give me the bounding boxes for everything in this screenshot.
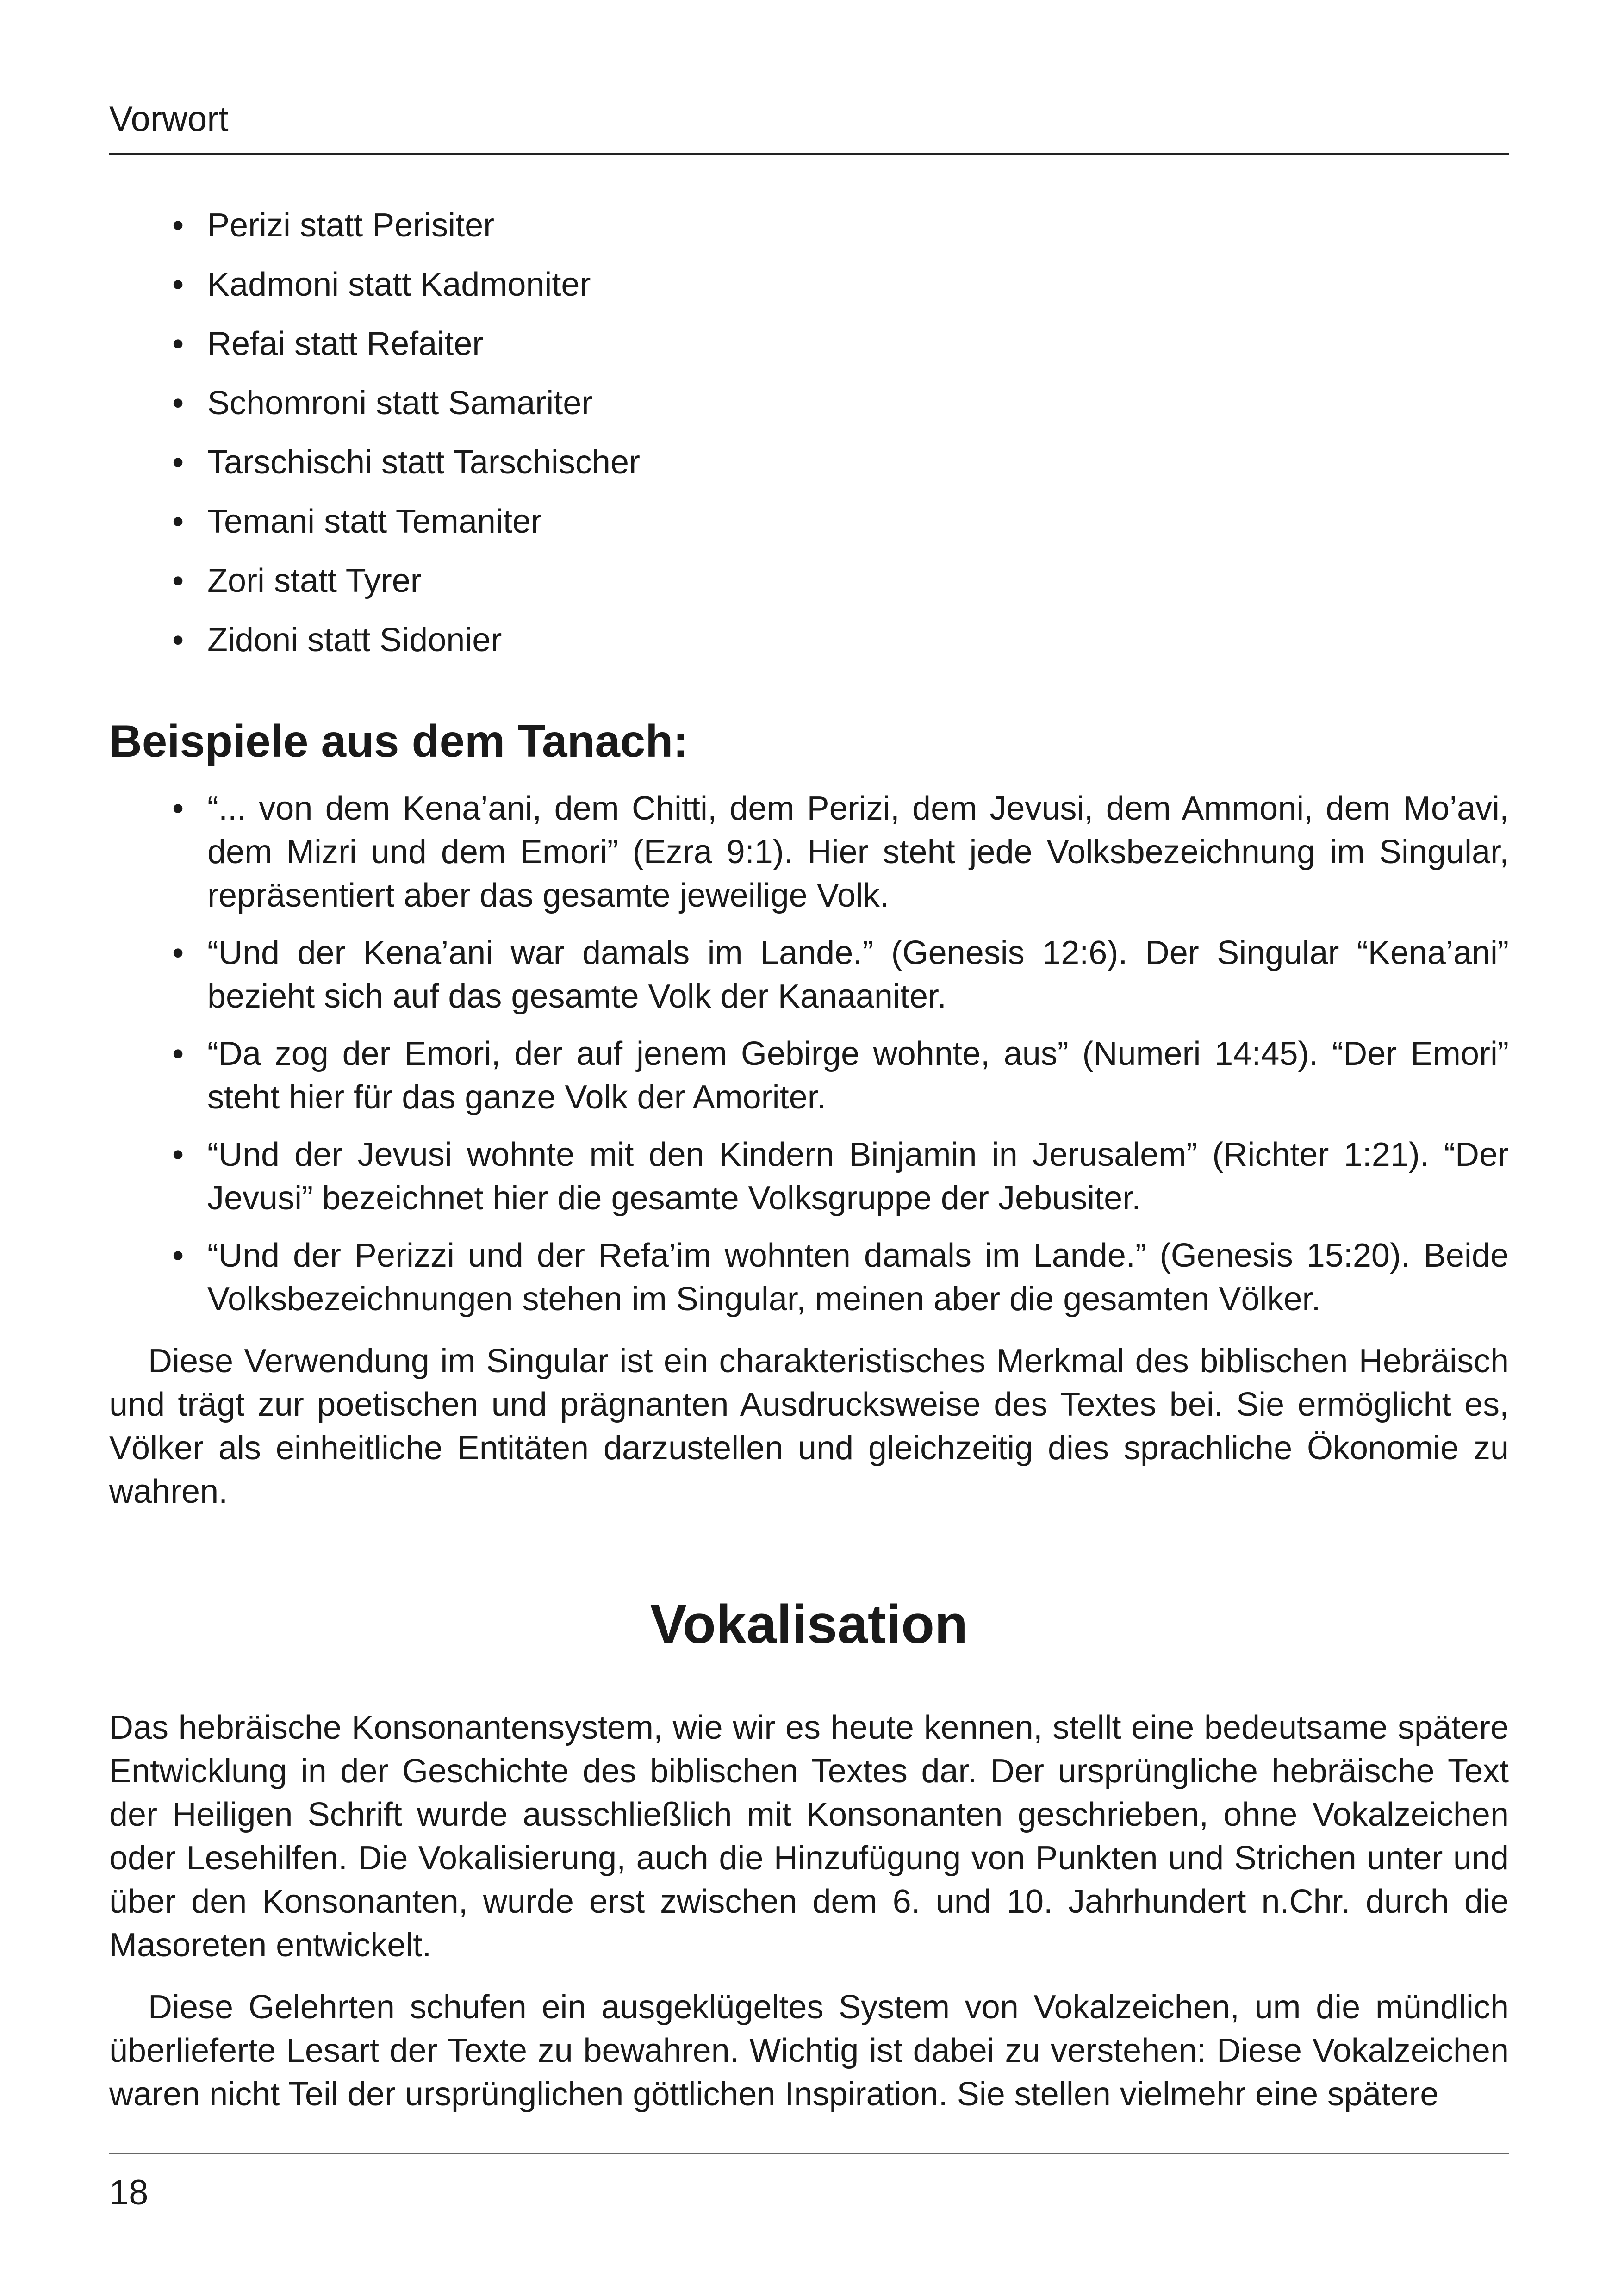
document-page	[109, 0, 1509, 2296]
bullet-icon: •	[172, 1035, 184, 1072]
footer-rule	[109, 2153, 1509, 2154]
list-item	[109, 500, 1509, 543]
list-item	[109, 931, 1509, 1018]
bullet-icon: •	[172, 1136, 184, 1173]
bullet-icon: •	[172, 1237, 184, 1274]
running-header-title: Vorwort	[109, 100, 229, 139]
list-item-text: “... von dem Kena’ani, dem Chitti, dem Perizi, dem Jevusi, dem Ammoni, dem Mo’avi, dem Mizri und dem Emori” (Ezra 9:1). Hier steht jede Volksbezeichnung im Singular, repräsentiert aber das gesamte jeweilige Volk.	[207, 790, 1509, 914]
list-item	[109, 381, 1509, 425]
name-list	[109, 204, 1509, 662]
list-item-text: Kadmoni statt Kadmoniter	[207, 266, 591, 303]
list-item	[109, 322, 1509, 366]
bullet-icon: •	[172, 444, 184, 481]
list-item-text: “Und der Jevusi wohnte mit den Kindern Binjamin in Jerusalem” (Richter 1:21). “Der Jevusi” bezeichnet hier die gesamte Volksgruppe der Jebusiter.	[207, 1136, 1509, 1217]
list-item	[109, 618, 1509, 662]
list-item-text: “Und der Perizzi und der Refa’im wohnten damals im Lande.” (Genesis 15:20). Beide Volksbezeichnungen stehen im Singular, meinen aber die gesamten Völker.	[207, 1237, 1509, 1318]
bullet-icon: •	[172, 385, 184, 422]
section-heading: Beispiele aus dem Tanach:	[109, 716, 688, 766]
bullet-icon: •	[172, 562, 184, 599]
bullet-icon: •	[172, 325, 184, 362]
body-paragraph: Das hebräische Konsonantensystem, wie wir es heute kennen, stellt eine bedeutsame spätere Entwicklung in der Geschichte des biblischen Textes dar. Der ursprüngliche hebräische Text der Heiligen Schrift wurde ausschließlich mit Konsonanten geschrieben, ohne Vokalzeichen oder Lesehilfen. Die Vokalisierung, auch die Hinzufügung von Punkten und Strichen unter und über den Konsonanten, wurde erst zwischen dem 6. und 10. Jahrhundert n.Chr. durch die Masoreten entwickelt.	[109, 1709, 1509, 1964]
bullet-icon: •	[172, 790, 184, 827]
list-item	[109, 559, 1509, 603]
bullet-icon: •	[172, 266, 184, 303]
bullet-icon: •	[172, 622, 184, 659]
list-item-text: Zidoni statt Sidonier	[207, 622, 502, 659]
bullet-icon: •	[172, 207, 184, 244]
list-item-text: “Da zog der Emori, der auf jenem Gebirge wohnte, aus” (Numeri 14:45). “Der Emori” steht hier für das ganze Volk der Amoriter.	[207, 1035, 1509, 1116]
chapter-title: Vokalisation	[650, 1593, 968, 1655]
body-paragraph: Diese Gelehrten schufen ein ausgeklügeltes System von Vokalzeichen, um die mündlich überlieferte Lesart der Texte zu bewahren. Wichtig ist dabei zu verstehen: Diese Vokalzeichen waren nicht Teil der ursprünglichen göttlichen Inspiration. Sie stellen vielmehr eine spätere	[109, 1988, 1509, 2113]
bullet-icon: •	[172, 503, 184, 540]
list-item	[109, 1133, 1509, 1220]
list-item	[109, 263, 1509, 306]
list-item	[109, 787, 1509, 917]
list-item	[109, 441, 1509, 484]
bullet-icon: •	[172, 934, 184, 971]
list-item	[109, 1234, 1509, 1321]
header-rule	[109, 153, 1509, 155]
body-paragraph: Diese Verwendung im Singular ist ein charakteristisches Merkmal des biblischen Hebräisch und trägt zur poetischen und prägnanten Ausdrucksweise des Textes bei. Sie ermöglicht es, Völker als einheitliche Entitäten darzustellen und gleichzeitig dies sprachliche Ökonomie zu wahren.	[109, 1342, 1509, 1510]
list-item	[109, 1032, 1509, 1119]
list-item-text: Temani statt Temaniter	[207, 503, 542, 540]
page-number: 18	[109, 2173, 149, 2212]
list-item-text: Tarschischi statt Tarschischer	[207, 444, 640, 481]
list-item	[109, 204, 1509, 247]
list-item-text: Refai statt Refaiter	[207, 325, 484, 362]
examples-list	[109, 787, 1509, 1321]
list-item-text: Perizi statt Perisiter	[207, 207, 495, 244]
list-item-text: Zori statt Tyrer	[207, 562, 422, 599]
list-item-text: “Und der Kena’ani war damals im Lande.” (Genesis 12:6). Der Singular “Kena’ani” bezieht sich auf das gesamte Volk der Kanaaniter.	[207, 934, 1509, 1015]
list-item-text: Schomroni statt Samariter	[207, 385, 593, 422]
page-content	[109, 204, 1509, 2116]
